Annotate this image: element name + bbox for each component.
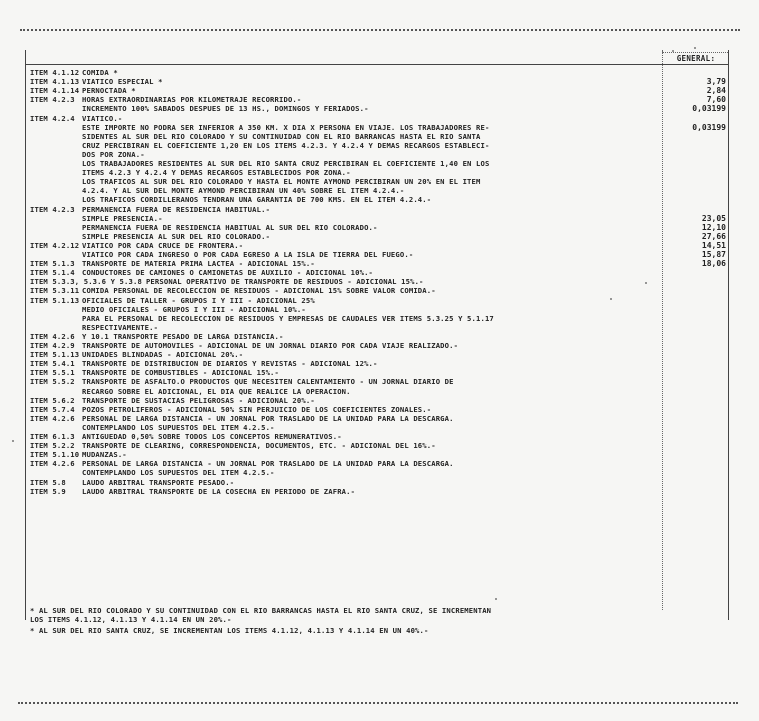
item-line — [30, 159, 489, 168]
item-value: 27,66 — [701, 231, 726, 241]
item-code: ITEM 4.2.3 — [30, 95, 75, 105]
item-text: PERSONAL DE LARGA DISTANCIA - UN JORNAL POR TRASLADO DE LA UNIDAD PARA LA DESCARGA. — [82, 413, 454, 423]
item-code: ITEM 4.2.6 — [30, 413, 75, 423]
item-line — [30, 268, 373, 277]
item-text: COMIDA * — [82, 68, 118, 77]
item-code: ITEM 5.1.13 — [30, 350, 80, 360]
item-text: ITEMS 4.2.3 Y 4.2.4 Y DEMAS RECARGOS ESTABLECIDOS POR ZONA.- — [82, 168, 351, 178]
item-value: 15,87 — [701, 250, 726, 259]
item-text: Y 10.1 TRANSPORTE PESADO DE LARGA DISTANCIA.- — [82, 331, 284, 341]
item-line — [30, 132, 480, 141]
item-text: TRANSPORTE DE ASFALTO.O PRODUCTOS QUE NECESITEN CALENTAMIENTO - UN JORNAL DIARIO DE — [82, 377, 454, 387]
item-text: VIATICO ESPECIAL * — [82, 77, 163, 87]
item-text: POZOS PETROLIFEROS - ADICIONAL 50% SIN PERJUICIO DE LOS COEFICIENTES ZONALES.- — [82, 404, 432, 414]
item-text: RECARGO SOBRE EL ADICIONAL, EL DIA QUE REALICE LA OPERACION. — [82, 386, 351, 396]
item-line — [30, 150, 145, 159]
item-line — [30, 487, 355, 496]
item-line — [30, 323, 158, 332]
item-line — [30, 332, 283, 341]
item-code: ITEM 4.2.4 — [30, 113, 75, 123]
item-line — [30, 195, 431, 204]
item-line — [30, 414, 454, 423]
item-code: ITEM 5.1.13 — [30, 295, 80, 305]
item-text: CONTEMPLANDO LOS SUPUESTOS DEL ITEM 4.2.5.- — [82, 468, 275, 478]
item-text: SIMPLE PRESENCIA AL SUR DEL RIO COLORADO.- — [82, 231, 271, 241]
item-line — [30, 259, 315, 268]
item-text: ANTIGUEDAD 0,50% SOBRE TODOS LOS CONCEPTOS REMUNERATIVOS.- — [82, 432, 342, 441]
item-code: ITEM 5.5.2 — [30, 377, 75, 387]
item-code: ITEM 5.4.1 — [30, 359, 75, 369]
item-text: PARA EL PERSONAL DE RECOLECCION DE RESIDUOS Y EMPRESAS DE CAUDALES VER ITEMS 5.3.25 Y 5.1.17 — [82, 313, 494, 323]
item-code: ITEM 5.1.10 — [30, 450, 80, 460]
scan-speck — [645, 282, 647, 284]
item-text: TRANSPORTE DE MATERIA PRIMA LACTEA - ADICIONAL 15%.- — [82, 259, 315, 269]
item-code: ITEM 4.1.12 — [30, 68, 80, 77]
item-line — [30, 359, 378, 368]
item-text: SIMPLE PRESENCIA.- — [82, 213, 163, 223]
item-line — [30, 77, 163, 86]
scan-speck — [694, 47, 696, 49]
item-line — [30, 223, 378, 232]
footnote-3: * AL SUR DEL RIO SANTA CRUZ, SE INCREMENTAN LOS ITEMS 4.1.12, 4.1.13 Y 4.1.14 EN UN 40%.- — [30, 626, 429, 635]
item-code: ITEM 5.5.1 — [30, 368, 75, 378]
item-code: ITEM 4.2.6 — [30, 331, 75, 341]
item-value: 3,79 — [706, 77, 726, 87]
item-line — [30, 478, 234, 487]
item-line — [30, 104, 369, 113]
item-text: LOS TRAFICOS CORDILLERANOS TENDRAN UNA GARANTIA DE 700 KMS. EN EL ITEM 4.2.4.- — [82, 195, 432, 205]
item-line — [30, 141, 489, 150]
item-text: HORAS EXTRAORDINARIAS POR KILOMETRAJE RECORRIDO.- — [82, 95, 302, 105]
item-line — [30, 441, 436, 450]
item-code: ITEM 5.1.4 — [30, 268, 75, 278]
scan-speck — [610, 298, 612, 300]
item-line — [30, 241, 243, 250]
scan-speck — [672, 50, 674, 52]
item-line — [30, 459, 454, 468]
item-text: COMIDA PERSONAL DE RECOLECCION DE RESIDUOS - ADICIONAL 15% SOBRE VALOR COMIDA.- — [82, 286, 436, 296]
item-line — [30, 450, 127, 459]
item-value: 18,06 — [701, 259, 726, 269]
item-line — [30, 177, 480, 186]
item-text: PERSONAL OPERATIVO DE TRANSPORTE DE RESIDUOS - ADICIONAL 15%.- — [145, 277, 424, 287]
item-text: VIATICO POR CADA INGRESO O POR CADA EGRESO A LA ISLA DE TIERRA DEL FUEGO.- — [82, 250, 414, 259]
item-line — [30, 68, 118, 77]
item-line — [30, 168, 351, 177]
item-line — [30, 377, 454, 386]
item-code: ITEM 5.3.11 — [30, 286, 80, 296]
item-line — [30, 232, 270, 241]
item-code: ITEM 4.2.9 — [30, 341, 75, 350]
item-line — [30, 95, 301, 104]
left-frame-line — [25, 50, 26, 620]
item-line — [30, 305, 306, 314]
item-code: ITEM 4.2.12 — [30, 240, 80, 250]
right-frame-line — [728, 50, 729, 620]
item-line — [30, 387, 351, 396]
item-text: VIATICO POR CADA CRUCE DE FRONTERA.- — [82, 240, 244, 250]
item-line — [30, 296, 315, 305]
item-text: MEDIO OFICIALES - GRUPOS I Y III - ADICIONAL 10%.- — [82, 304, 306, 314]
item-text: LOS TRAFICOS AL SUR DEL RIO COLORADO Y HASTA EL MONTE AYMOND PERCIBIRAN UN 20% EN EL ITEM — [82, 177, 481, 187]
item-text: CONTEMPLANDO LOS SUPUESTOS DEL ITEM 4.2.5.- — [82, 422, 275, 432]
item-value: 0,03199 — [692, 104, 726, 114]
item-line — [30, 286, 436, 295]
column-header-general: GENERAL: — [676, 54, 716, 63]
item-value: 23,05 — [701, 213, 726, 223]
item-value: 0,03199 — [692, 122, 726, 132]
item-text: INCREMENTO 100% SABADOS DESPUES DE 13 HS., DOMINGOS Y FERIADOS.- — [82, 104, 369, 114]
item-code: ITEM 4.2.3 — [30, 204, 75, 214]
item-text: 4.2.4. Y AL SUR DEL MONTE AYMOND PERCIBIRAN UN 40% SOBRE EL ITEM 4.2.4.- — [82, 186, 405, 196]
item-value: 12,10 — [701, 222, 726, 232]
item-text: RESPECTIVAMENTE.- — [82, 322, 159, 332]
item-line — [30, 123, 489, 132]
item-value: 14,51 — [701, 240, 726, 250]
item-text: LAUDO ARBITRAL TRANSPORTE DE LA COSECHA EN PERIODO DE ZAFRA.- — [82, 486, 356, 496]
item-text: DOS POR ZONA.- — [82, 149, 145, 159]
item-line — [30, 368, 279, 377]
item-line — [30, 350, 243, 359]
item-text: ESTE IMPORTE NO PODRA SER INFERIOR A 350 KM. X DIA X PERSONA EN VIAJE. LOS TRABAJADORES RE- — [82, 122, 490, 132]
item-line — [30, 114, 122, 123]
item-text: TRANSPORTE DE AUTOMOVILES - ADICIONAL DE UN JORNAL DIARIO POR CADA VIAJE REALIZADO.- — [82, 341, 459, 350]
scan-speck — [12, 440, 14, 442]
item-line — [30, 432, 342, 441]
footnote-1: * AL SUR DEL RIO COLORADO Y SU CONTINUIDAD CON EL RIO BARRANCAS HASTA EL RIO SANTA CRUZ, SE INCREMENTAN — [30, 606, 492, 615]
item-line — [30, 468, 275, 477]
item-value: 7,60 — [706, 95, 726, 105]
scan-speck — [495, 598, 497, 600]
item-text: LOS TRABAJADORES RESIDENTES AL SUR DEL RIO SANTA CRUZ PERCIBIRAN EL COEFICIENTE 1,40 EN LOS — [82, 159, 490, 168]
item-text: TRANSPORTE DE COMBUSTIBLES - ADICIONAL 15%.- — [82, 368, 279, 378]
item-code: ITEM 4.2.6 — [30, 459, 75, 469]
item-line — [30, 250, 413, 259]
bottom-dotted-border — [18, 702, 738, 704]
value-column-divider — [662, 50, 663, 610]
item-text: VIATICO.- — [82, 113, 123, 123]
item-text: TRANSPORTE DE SUSTACIAS PELIGROSAS - ADICIONAL 20%.- — [82, 395, 315, 405]
item-line — [30, 396, 315, 405]
item-text: PERNOCTADA * — [82, 86, 136, 96]
top-dotted-border — [20, 29, 740, 31]
item-line — [30, 186, 404, 195]
item-code: ITEM 5.2.2 — [30, 441, 75, 451]
item-line — [30, 277, 424, 286]
item-text: TRANSPORTE DE DISTRIBUCION DE DIARIOS Y REVISTAS - ADICIONAL 12%.- — [82, 359, 378, 369]
item-text: CONDUCTORES DE CAMIONES O CAMIONETAS DE AUXILIO - ADICIONAL 10%.- — [82, 268, 374, 278]
item-value: 2,84 — [706, 86, 726, 96]
item-line — [30, 214, 163, 223]
item-code: ITEM 5.1.3 — [30, 259, 75, 269]
item-text: PERMANENCIA FUERA DE RESIDENCIA HABITUAL AL SUR DEL RIO COLORADO.- — [82, 222, 378, 232]
item-line — [30, 405, 431, 414]
header-rule-top — [662, 52, 728, 53]
item-line — [30, 314, 494, 323]
item-line — [30, 205, 270, 214]
item-text: PERSONAL DE LARGA DISTANCIA - UN JORNAL POR TRASLADO DE LA UNIDAD PARA LA DESCARGA. — [82, 459, 454, 469]
item-line — [30, 86, 136, 95]
item-code: ITEM 6.1.3 — [30, 432, 75, 441]
item-text: SIDENTES AL SUR DEL RIO COLORADO Y SU CONTINUIDAD CON EL RIO BARRANCAS HASTA EL RIO SANTA — [82, 131, 481, 141]
item-text: PERMANENCIA FUERA DE RESIDENCIA HABITUAL.- — [82, 204, 271, 214]
item-code: ITEM 5.9 — [30, 486, 66, 496]
item-code: ITEM 4.1.13 — [30, 77, 80, 87]
item-code: ITEM 4.1.14 — [30, 86, 80, 96]
item-text: OFICIALES DE TALLER - GRUPOS I Y III - ADICIONAL 25% — [82, 295, 315, 305]
item-code: ITEM 5.7.4 — [30, 404, 75, 414]
item-line — [30, 423, 275, 432]
item-text: LAUDO ARBITRAL TRANSPORTE PESADO.- — [82, 477, 235, 487]
header-rule — [25, 64, 728, 65]
item-text: UNIDADES BLINDADAS - ADICIONAL 20%.- — [82, 350, 244, 360]
item-text: MUDANZAS.- — [82, 450, 127, 460]
item-line — [30, 341, 458, 350]
item-code: ITEM 5.3.3, 5.3.6 Y 5.3.8 — [30, 277, 142, 287]
item-text: CRUZ PERCIBIRAN EL COEFICIENTE 1,20 EN LOS ITEMS 4.2.3. Y 4.2.4 Y DEMAS RECARGOS ESTABLECI- — [82, 140, 490, 150]
footnote-2: LOS ITEMS 4.1.12, 4.1.13 Y 4.1.14 EN UN 20%.- — [30, 615, 232, 624]
item-code: ITEM 5.6.2 — [30, 395, 75, 405]
item-code: ITEM 5.8 — [30, 477, 66, 487]
item-text: TRANSPORTE DE CLEARING, CORRESPONDENCIA, DOCUMENTOS, ETC. - ADICIONAL DEL 16%.- — [82, 441, 436, 451]
